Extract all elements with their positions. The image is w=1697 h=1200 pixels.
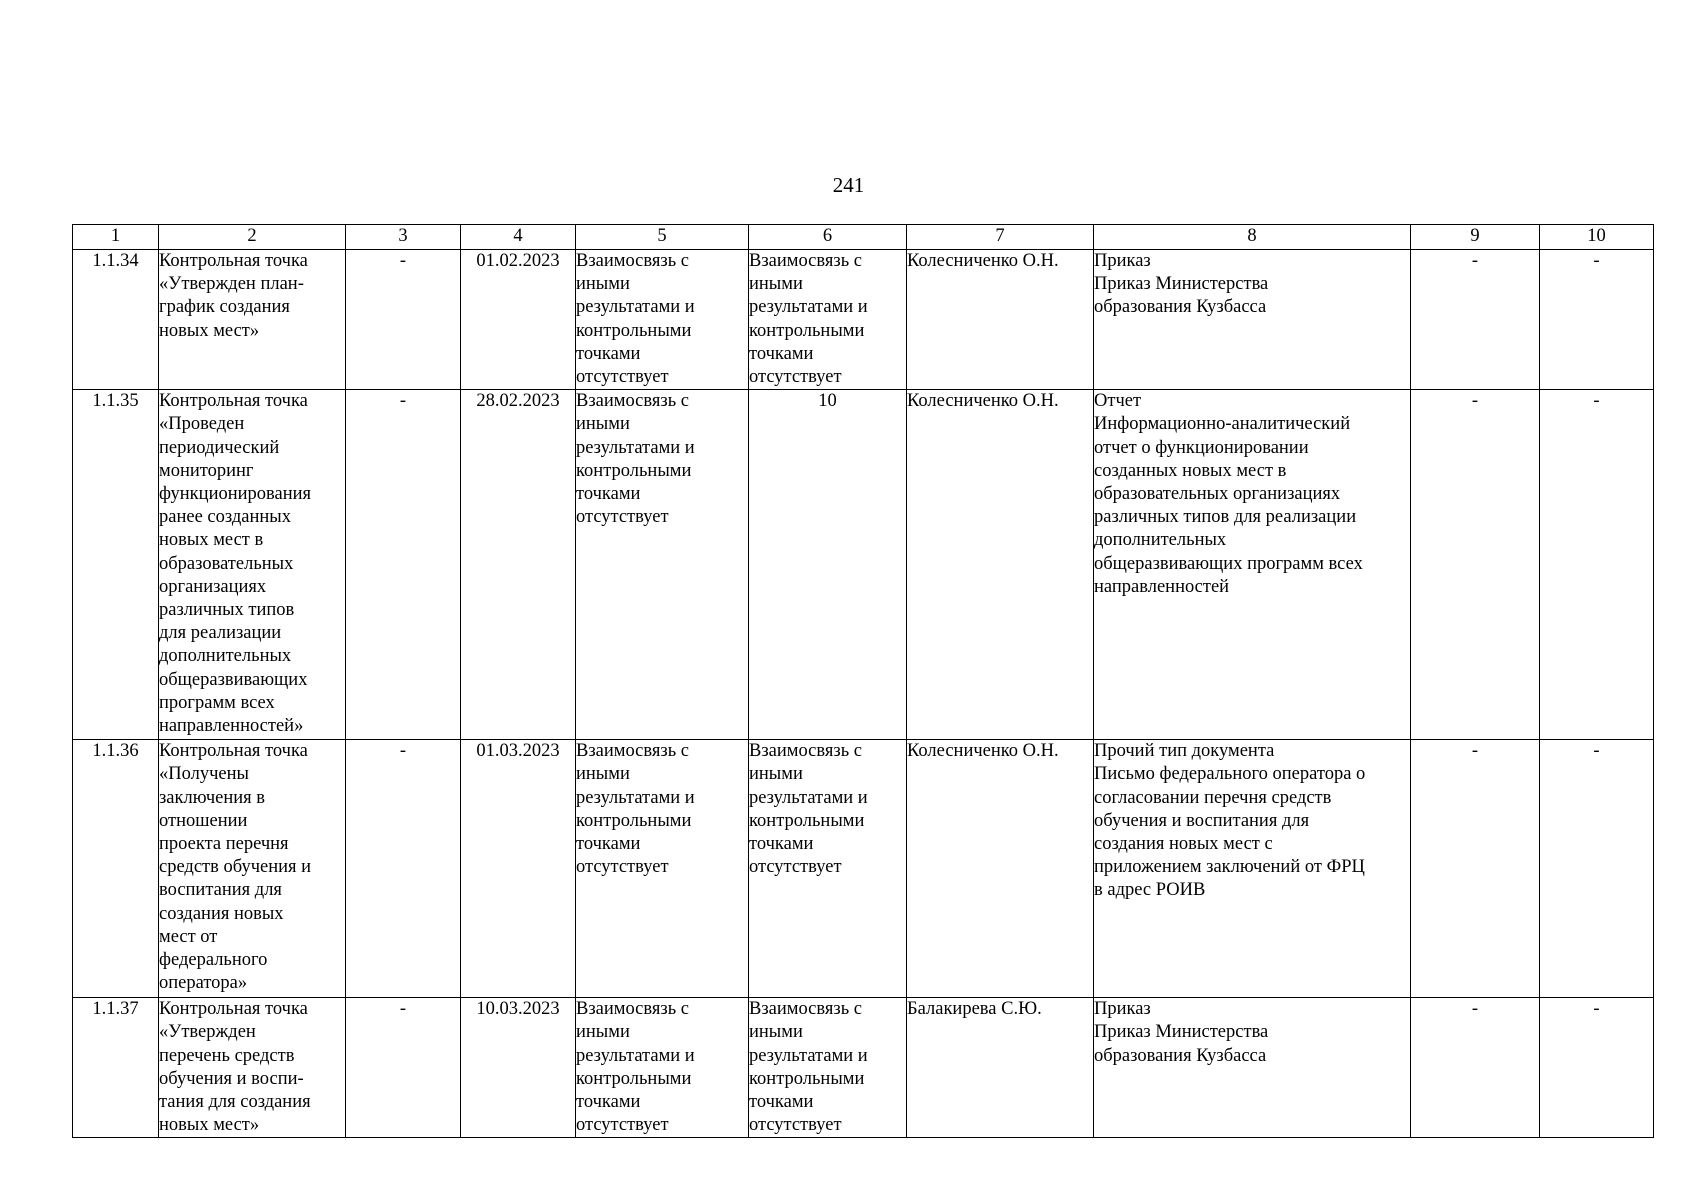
col9-cell: -: [1411, 740, 1540, 998]
item-name-cell-line: Контрольная точка: [159, 251, 308, 271]
relation-cell-6-line: отсутствует: [749, 367, 842, 388]
header-cell: 8: [1094, 225, 1411, 250]
item-name-cell-line: новых мест в: [159, 530, 264, 551]
relation-cell-6-line: иными: [749, 274, 803, 295]
item-name-cell-line: для реализации: [159, 623, 282, 644]
document-cell-line: Письмо федерального оператора о: [1094, 764, 1366, 785]
item-name-cell-line: Контрольная точка: [159, 741, 308, 762]
header-cell: 9: [1411, 225, 1540, 250]
item-name-cell-line: воспитания для: [159, 880, 282, 901]
item-name-cell-line: различных типов: [159, 600, 295, 621]
relation-cell-line: результатами и: [576, 297, 695, 318]
item-name-cell-line: функционирования: [159, 484, 312, 505]
relation-cell-line: контрольными: [576, 1068, 692, 1089]
relation-cell-6-line: результатами и: [749, 297, 868, 318]
item-name-cell-line: обучения и воспи-: [159, 1068, 304, 1089]
item-name-cell-line: оператора»: [159, 973, 248, 994]
header-cell: 3: [346, 225, 461, 250]
item-name-cell-line: Контрольная точка: [159, 999, 308, 1020]
relation-cell-line: контрольными: [576, 460, 692, 481]
relation-cell: [576, 998, 749, 1138]
document-cell-line: Приказ Министерства: [1094, 274, 1269, 295]
relation-cell-line: Взаимосвязь с: [576, 999, 689, 1020]
relation-cell-6: [749, 740, 907, 998]
relation-cell-line: результатами и: [576, 1045, 695, 1066]
relation-cell-6-line: иными: [749, 764, 803, 785]
relation-cell-line: контрольными: [576, 810, 692, 831]
document-cell-line: Приказ: [1094, 999, 1151, 1020]
item-name-cell-line: новых мест»: [159, 1115, 260, 1136]
header-cell: 10: [1540, 225, 1654, 250]
document-cell-line: образования Кузбасса: [1094, 297, 1267, 318]
relation-cell-line: точками: [576, 343, 641, 364]
document-cell-line: Приказ Министерства: [1094, 1022, 1269, 1043]
item-name-cell-line: тания для создания: [159, 1092, 311, 1113]
col10-cell: -: [1540, 390, 1654, 740]
item-name-cell-line: общеразвивающих: [159, 669, 308, 690]
relation-cell-line: отсутствует: [576, 367, 669, 388]
item-name-cell-line: проекта перечня: [159, 834, 289, 855]
relation-cell-line: отсутствует: [576, 1115, 669, 1136]
relation-cell: [576, 250, 749, 390]
table-row: [73, 390, 1654, 740]
item-name-cell: [159, 998, 346, 1138]
relation-cell: [576, 740, 749, 998]
document-cell-line: Приказ: [1094, 251, 1151, 271]
relation-cell-6-line: контрольными: [749, 1068, 865, 1089]
relation-cell-line: точками: [576, 484, 641, 505]
col10-cell: -: [1540, 250, 1654, 390]
col10-cell: -: [1540, 740, 1654, 998]
relation-cell: [576, 390, 749, 740]
table-row: [73, 740, 1654, 998]
relation-cell-6: [749, 390, 907, 740]
item-name-cell-line: образовательных: [159, 553, 294, 574]
item-name-cell-line: мониторинг: [159, 460, 254, 481]
item-name-cell-line: мест от: [159, 926, 218, 947]
relation-cell-line: иными: [576, 1022, 630, 1043]
item-name-cell-line: периодический: [159, 437, 280, 458]
item-name-cell-line: «Утвержден план-: [159, 274, 304, 295]
header-cell: 4: [461, 225, 576, 250]
col3-cell: -: [346, 998, 461, 1138]
col9-cell: -: [1411, 390, 1540, 740]
document-cell-line: приложением заключений от ФРЦ: [1094, 857, 1365, 878]
header-cell: 1: [73, 225, 159, 250]
document-cell-line: образовательных организациях: [1094, 484, 1341, 505]
document-cell-line: созданных новых мест в: [1094, 460, 1287, 481]
item-name-cell-line: новых мест»: [159, 320, 260, 341]
item-name-cell-line: «Проведен: [159, 414, 245, 435]
relation-cell-6-line: контрольными: [749, 320, 865, 341]
item-name-cell-line: график создания: [159, 297, 290, 318]
document-cell-line: Прочий тип документа: [1094, 741, 1275, 762]
col9-cell: -: [1411, 998, 1540, 1138]
item-name-cell-line: отношении: [159, 810, 248, 831]
relation-cell-6-line: результатами и: [749, 1045, 868, 1066]
document-cell-line: дополнительных: [1094, 530, 1227, 551]
item-number-cell: 1.1.34: [73, 250, 159, 390]
item-number-cell: 1.1.37: [73, 998, 159, 1138]
document-cell-line: образования Кузбасса: [1094, 1045, 1267, 1066]
document-cell-line: направленностей: [1094, 576, 1230, 597]
document-cell-line: Информационно-аналитический: [1094, 414, 1351, 435]
col9-cell: -: [1411, 250, 1540, 390]
item-name-cell-line: федерального: [159, 950, 268, 971]
relation-cell-6-line: точками: [749, 343, 814, 364]
relation-cell-6-line: точками: [749, 834, 814, 855]
relation-cell-6-line: иными: [749, 1022, 803, 1043]
item-name-cell-line: организациях: [159, 576, 267, 597]
responsible-cell: Колесниченко О.Н.: [907, 740, 1094, 998]
item-name-cell: [159, 740, 346, 998]
relation-cell-line: иными: [576, 274, 630, 295]
relation-cell-line: контрольными: [576, 320, 692, 341]
responsible-cell: Балакирева С.Ю.: [907, 998, 1094, 1138]
relation-cell-6-line: отсутствует: [749, 1115, 842, 1136]
item-name-cell-line: направленностей»: [159, 716, 304, 737]
relation-cell-line: точками: [576, 1092, 641, 1113]
relation-cell-line: Взаимосвязь с: [576, 251, 689, 271]
document-cell-line: Отчет: [1094, 391, 1142, 412]
date-cell: 01.03.2023: [461, 740, 576, 998]
relation-cell-6-line: результатами и: [749, 787, 868, 808]
item-name-cell: [159, 390, 346, 740]
relation-cell-line: результатами и: [576, 437, 695, 458]
relation-cell-6-line: Взаимосвязь с: [749, 251, 862, 271]
document-cell-line: различных типов для реализации: [1094, 507, 1357, 528]
document-cell: [1094, 998, 1411, 1138]
relation-cell-line: иными: [576, 414, 630, 435]
header-cell: 7: [907, 225, 1094, 250]
item-number-cell: 1.1.35: [73, 390, 159, 740]
date-cell: 01.02.2023: [461, 250, 576, 390]
relation-cell-6-line: отсутствует: [749, 857, 842, 878]
document-cell-line: создания новых мест с: [1094, 834, 1273, 855]
item-name-cell-line: «Получены: [159, 764, 249, 785]
item-name-cell-line: ранее созданных: [159, 507, 291, 528]
header-cell: 6: [749, 225, 907, 250]
header-cell: 5: [576, 225, 749, 250]
responsible-cell: Колесниченко О.Н.: [907, 390, 1094, 740]
relation-cell-6: [749, 250, 907, 390]
item-number-cell: 1.1.36: [73, 740, 159, 998]
item-name-cell-line: создания новых: [159, 903, 284, 924]
relation-cell-line: Взаимосвязь с: [576, 391, 689, 412]
header-cell: 2: [159, 225, 346, 250]
item-name-cell-line: дополнительных: [159, 646, 292, 667]
item-name-cell-line: перечень средств: [159, 1045, 295, 1066]
col3-cell: -: [346, 250, 461, 390]
relation-cell-line: отсутствует: [576, 857, 669, 878]
document-cell-line: обучения и воспитания для: [1094, 810, 1310, 831]
col3-cell: -: [346, 740, 461, 998]
item-name-cell-line: Контрольная точка: [159, 391, 308, 412]
item-name-cell: [159, 250, 346, 390]
date-cell: 10.03.2023: [461, 998, 576, 1138]
relation-cell-line: Взаимосвязь с: [576, 741, 689, 762]
item-name-cell-line: «Утвержден: [159, 1022, 256, 1043]
item-name-cell-line: заключения в: [159, 787, 266, 808]
item-name-cell-line: средств обучения и: [159, 857, 312, 878]
relation-cell-line: иными: [576, 764, 630, 785]
relation-cell-6-line: точками: [749, 1092, 814, 1113]
document-cell-line: согласовании перечня средств: [1094, 787, 1332, 808]
col10-cell: -: [1540, 998, 1654, 1138]
table-row: [73, 250, 1654, 390]
document-cell: [1094, 740, 1411, 998]
document-cell-line: отчет о функционировании: [1094, 437, 1309, 458]
relation-cell-6-line: контрольными: [749, 810, 865, 831]
relation-cell-line: отсутствует: [576, 507, 669, 528]
document-cell: [1094, 250, 1411, 390]
header-row: [73, 225, 1654, 250]
table-row: [73, 998, 1654, 1138]
date-cell: 28.02.2023: [461, 390, 576, 740]
col3-cell: -: [346, 390, 461, 740]
document-cell-line: в адрес РОИВ: [1094, 880, 1206, 901]
document-cell: [1094, 390, 1411, 740]
relation-cell-6-line: Взаимосвязь с: [749, 999, 862, 1020]
relation-cell-6-line: 10: [818, 391, 837, 412]
relation-cell-6-line: Взаимосвязь с: [749, 741, 862, 762]
relation-cell-line: результатами и: [576, 787, 695, 808]
document-cell-line: общеразвивающих программ всех: [1094, 553, 1363, 574]
item-name-cell-line: программ всех: [159, 692, 275, 713]
relation-cell-6: [749, 998, 907, 1138]
responsible-cell: Колесниченко О.Н.: [907, 250, 1094, 390]
relation-cell-line: точками: [576, 834, 641, 855]
plan-table: [72, 224, 1654, 1138]
page-number: 241: [832, 173, 865, 197]
